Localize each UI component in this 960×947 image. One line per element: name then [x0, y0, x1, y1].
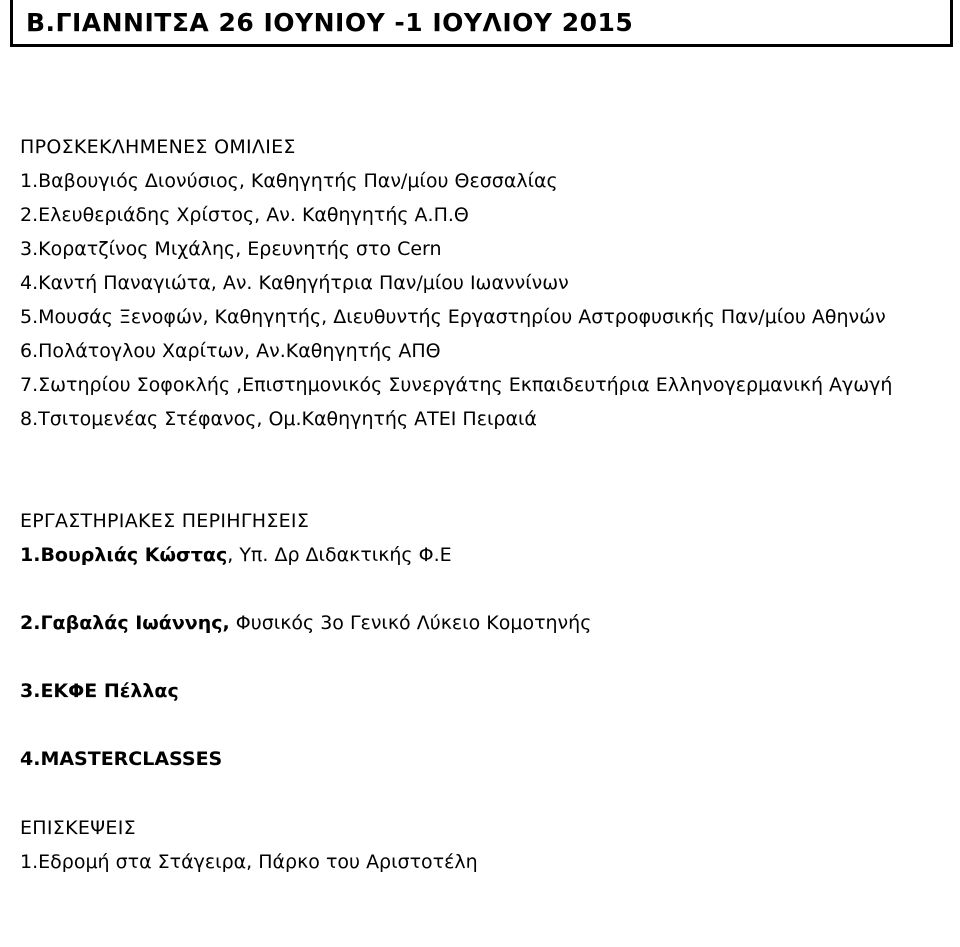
invited-talk-item: 5.Μουσάς Ξενοφών, Καθηγητής, Διευθυντής Εργαστηρίου Αστροφυσικής Παν/μίου Αθηνών [20, 306, 886, 328]
lab-tour-detail: , Υπ. Δρ Διδακτικής Φ.Ε [227, 544, 452, 566]
lab-tours-heading: ΕΡΓΑΣΤΗΡΙΑΚΕΣ ΠΕΡΙΗΓΗΣΕΙΣ [20, 510, 310, 532]
section-spacer [20, 470, 950, 504]
section-spacer [20, 436, 950, 470]
visits-section [20, 811, 950, 879]
invited-talk-item: 8.Τσιτομενέας Στέφανος, Ομ.Καθηγητής ΑΤΕΙ Πειραιά [20, 408, 537, 430]
lab-tour-item: 4.MASTERCLASSES [20, 748, 223, 770]
invited-talks-heading: ΠΡΟΣΚΕΚΛΗΜΕΝΕΣ ΟΜΙΛΙΕΣ [20, 136, 296, 158]
lab-tour-detail: Φυσικός 3ο Γενικό Λύκειο Κομοτηνής [229, 612, 592, 634]
lab-tours-section [20, 504, 950, 776]
visits-heading: ΕΠΙΣΚΕΨΕΙΣ [20, 817, 136, 839]
visit-item: 1.Εδρομή στα Στάγειρα, Πάρκο του Αριστοτέλη [20, 851, 478, 873]
invited-talk-item: 4.Καντή Παναγιώτα, Αν. Καθηγήτρια Παν/μίου Ιωαννίνων [20, 272, 569, 294]
invited-talk-item: 1.Βαβουγιός Διονύσιος, Καθηγητής Παν/μίου Θεσσαλίας [20, 170, 558, 192]
lab-tour-item [20, 538, 950, 572]
invited-talk-item: 3.Κορατζίνος Μιχάλης, Ερευνητής στο Cern [20, 238, 442, 260]
lab-tour-item: 3.ΕΚΦΕ Πέλλας [20, 680, 179, 702]
document-body [20, 130, 950, 879]
document-title: Β.ΓΙΑΝΝΙΤΣΑ 26 ΙΟΥΝΙΟΥ -1 ΙΟΥΛΙΟΥ 2015 [26, 8, 634, 37]
title-box [10, 0, 953, 47]
invited-talks-section [20, 130, 950, 436]
lab-tour-name: 1.Βουρλιάς Κώστας [20, 544, 228, 566]
invited-talk-item: 2.Ελευθεριάδης Χρίστος, Αν. Καθηγητής Α.Π.Θ [20, 204, 469, 226]
invited-talk-item: 7.Σωτηρίου Σοφοκλής ,Επιστημονικός Συνεργάτης Εκπαιδευτήρια Ελληνογερμανική Αγωγή [20, 374, 893, 396]
section-spacer [20, 776, 950, 811]
invited-talk-item: 6.Πολάτογλου Χαρίτων, Αν.Καθηγητής ΑΠΘ [20, 340, 441, 362]
lab-tour-item [20, 606, 950, 640]
lab-tour-name: 2.Γαβαλάς Ιωάννης, [20, 612, 230, 634]
